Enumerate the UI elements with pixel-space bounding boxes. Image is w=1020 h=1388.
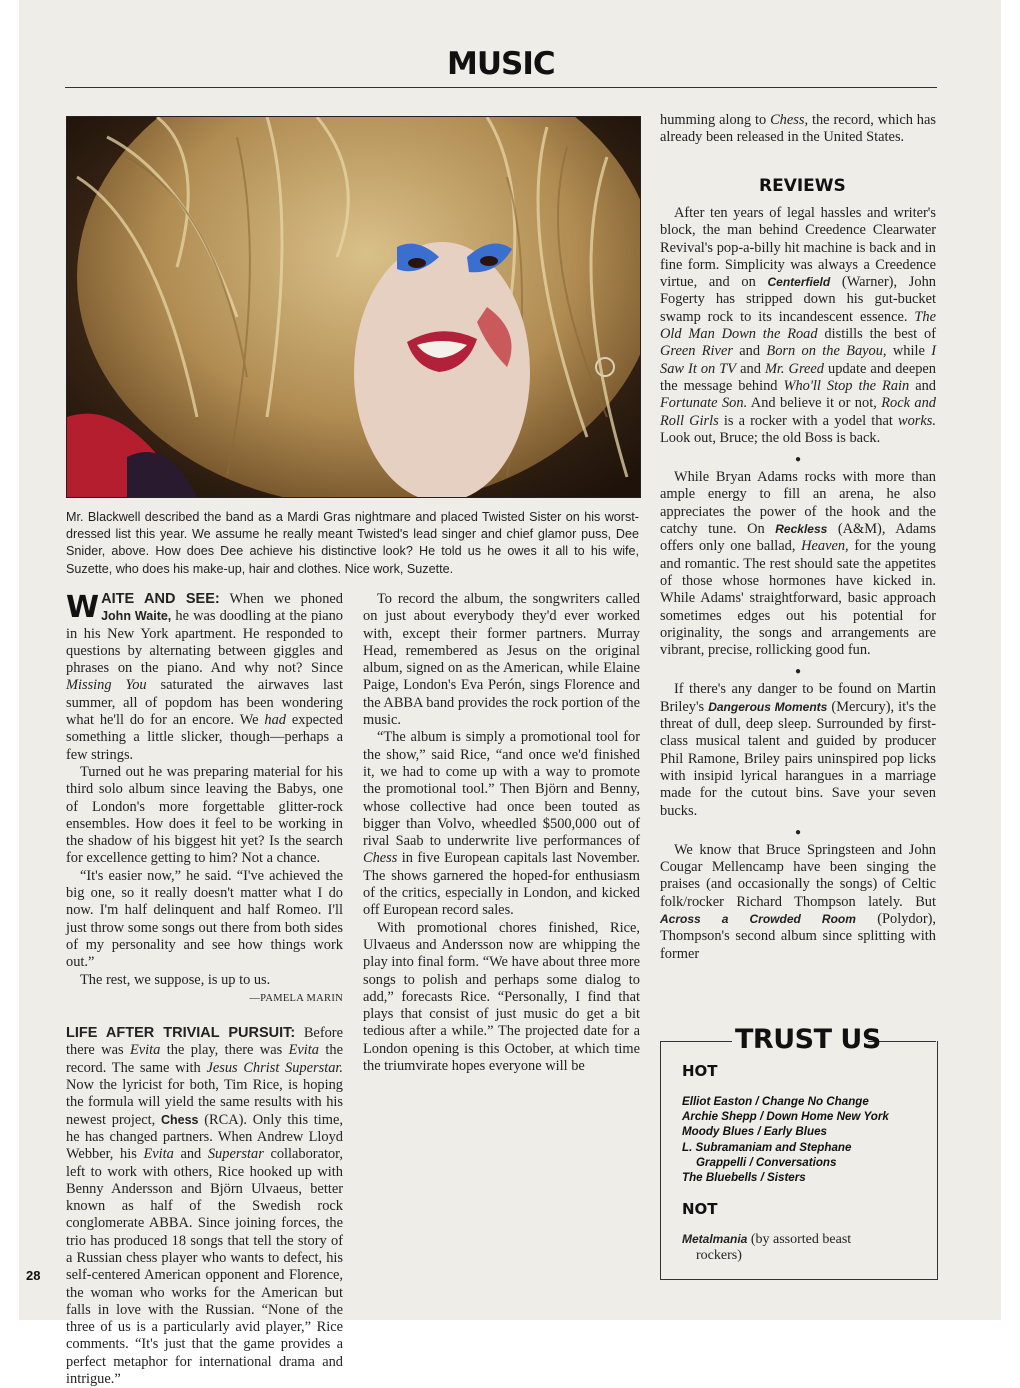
album-title: Chess bbox=[770, 112, 805, 128]
trivial-heading: LIFE AFTER TRIVIAL PURSUIT: bbox=[66, 1025, 296, 1042]
reviews-column bbox=[660, 205, 936, 963]
waite-paragraph-4: The rest, we suppose, is up to us. bbox=[80, 971, 271, 988]
text-run: Now the lyricist for both, Tim Rice, is hoping the formula will yield the same results with his newest project, bbox=[66, 1077, 343, 1128]
emphasis: works. bbox=[898, 412, 936, 429]
review-briley bbox=[660, 681, 936, 819]
header-rule bbox=[65, 87, 937, 88]
song-title: I Saw It on TV bbox=[660, 343, 936, 377]
show-title: Evita bbox=[129, 1042, 161, 1059]
text-run: When we phoned bbox=[219, 591, 343, 607]
text-run: After ten years of legal hassles and writer's block, the man behind Creedence Clearwater Revival's pop-a-billy hit machine is back and in fine form. Simplicity was always a Creedence virtue, and on bbox=[660, 205, 936, 291]
review-adams bbox=[660, 469, 936, 659]
review-thompson bbox=[660, 842, 936, 963]
text-run: If there's any danger to be found on Martin Briley's bbox=[660, 681, 936, 715]
hot-label: HOT bbox=[682, 1062, 718, 1080]
dee-snider-photo bbox=[66, 116, 641, 498]
emphasis: had bbox=[264, 712, 286, 729]
text-run: We know that Bruce Springsteen and John Cougar Mellencamp have been singing the praises (and occasionally the songs) of Celtic folk/rocker Richard Thompson lately. But bbox=[660, 841, 936, 910]
text-run: humming along to bbox=[660, 112, 771, 128]
page-number: 28 bbox=[26, 1268, 41, 1283]
trust-us-title: TRUST US bbox=[735, 1024, 881, 1055]
text-run: “The album is simply a promotional tool for the show,” said Rice, “and once we'd finished it, we had to come up with a way to promote the promotional tool.” Then Björn and Benny, whose collective had once been touted as bigger than Volvo, wheedled $500,000 out of rival Saab to underwrite live performances of bbox=[363, 729, 640, 850]
text-run: expected something a little slicker, though—perhaps a few strings. bbox=[66, 712, 343, 763]
show-title: Evita bbox=[288, 1042, 319, 1059]
text-run: (Warner), John Fogerty has stripped down his gut-bucket swamp rock to its incandescent essence. bbox=[660, 274, 936, 325]
album-title: Dangerous Moments bbox=[708, 699, 828, 714]
show-title: Jesus Christ Superstar. bbox=[206, 1059, 343, 1076]
text-run: the play, there was bbox=[160, 1042, 289, 1059]
artist-name: John Waite, bbox=[101, 609, 172, 624]
review-fogerty bbox=[660, 205, 936, 447]
song-title: Green River bbox=[660, 343, 733, 360]
hot-item: Archie Shepp / Down Home New York bbox=[682, 1110, 889, 1124]
show-title: Evita bbox=[143, 1146, 174, 1163]
album-title: Across a Crowded Room bbox=[660, 911, 856, 926]
separator-dot: ● bbox=[794, 666, 802, 678]
show-title: Chess bbox=[363, 850, 398, 867]
reviews-heading: REVIEWS bbox=[759, 176, 846, 196]
column-1 bbox=[66, 591, 343, 1388]
text-run: , the record, which has already been released in the United States. bbox=[660, 112, 936, 146]
hot-list bbox=[682, 1094, 922, 1185]
separator-dot: ● bbox=[794, 454, 802, 466]
text-run: (by assorted beast bbox=[747, 1232, 852, 1247]
text-run: and bbox=[732, 343, 767, 360]
column-2 bbox=[363, 591, 640, 1075]
trivial-paragraph-3 bbox=[363, 729, 640, 919]
song-title: Missing You bbox=[66, 677, 147, 694]
trivial-paragraph-5 bbox=[660, 112, 936, 147]
waite-paragraph-1 bbox=[66, 591, 343, 764]
album-title: Chess bbox=[160, 1112, 199, 1127]
text-run: (RCA). Only this time, he has changed partners. When Andrew Lloyd Webber, his bbox=[66, 1111, 343, 1163]
section-title: MUSIC bbox=[447, 46, 555, 82]
text-run: update and deepen the message behind bbox=[660, 360, 936, 394]
not-list bbox=[682, 1231, 922, 1264]
text-run: and bbox=[909, 377, 936, 394]
text-run: While Bryan Adams rocks with more than ample energy to fill an arena, he also appreciates the power of the hook and the catchy tune. On bbox=[660, 469, 936, 538]
waite-heading: AITE AND SEE: bbox=[101, 591, 220, 607]
text-run: (Polydor), Thompson's second album since splitting with former bbox=[660, 910, 936, 962]
text-run: saturated the airwaves last summer, all of popdom has been wondering what he'll do for an encore. We bbox=[66, 677, 343, 729]
text-run: and bbox=[173, 1146, 208, 1163]
text-run: collaborator, left to work with others, Rice hooked up with Benny Andersson and Björn Ulvaeus, better known as half of the Swedish rock conglomerate ABBA. Since joining forces, the trio has produced 18 songs that tell the story of a Russian chess player who wants to defect, his self-centered American opponent and Florence, the woman who works for the American but falls in love with the Russian. “None of the three of us is a particularly avid player,” Rice comments. “It's just that the game provides a perfect metaphor for international drama and intrigue.” bbox=[66, 1146, 343, 1388]
song-title: Fortunate Son. bbox=[660, 395, 748, 412]
not-item bbox=[682, 1231, 922, 1248]
separator-dot: ● bbox=[794, 826, 802, 838]
text-run: he was doodling at the piano in his New York apartment. He responded to questions by alternating between giggles and phrases on the piano. And why not? Since bbox=[66, 608, 343, 677]
drop-cap: W bbox=[66, 590, 100, 625]
not-label: NOT bbox=[682, 1200, 718, 1218]
text-run: in five European capitals last November. The shows garnered the hoped-for enthusiasm of the critics, especially in London, and kicked off European record sales. bbox=[363, 850, 640, 919]
text-run: is a rocker with a yodel that bbox=[718, 412, 899, 429]
author-credit: —PAMELA MARIN bbox=[249, 992, 343, 1004]
album-title: Reckless bbox=[775, 522, 828, 537]
text-run: (A&M), Adams offers only one ballad, bbox=[660, 521, 936, 555]
text-run: And believe it or not, bbox=[747, 395, 882, 412]
text-run: for the young and romantic. The rest should sate the appetites of those whose hormones have kicked in. While Adams' straightforward, basic approach sometimes edges out his potential for originality, the songs and arrangements are vibrant, precise, rollicking good fun. bbox=[660, 538, 937, 659]
song-title: Mr. Greed bbox=[764, 360, 824, 377]
column-3 bbox=[660, 112, 936, 147]
text-run: (Mercury), it's the threat of dull, deep sleep. Surrounded by first-class musical talent and guided by producer Phil Ramone, Briley pairs uninspired pop licks with insipid lyrical harangues in a marriage made for the cutout bins. Save your seven bucks. bbox=[660, 698, 936, 819]
trust-rule-left bbox=[660, 1041, 732, 1042]
hot-item: The Bluebells / Sisters bbox=[682, 1171, 806, 1185]
text-run: distills the best of bbox=[817, 326, 936, 343]
song-title: Rock and Roll Girls bbox=[660, 395, 937, 429]
song-title: The Old Man Down the Road bbox=[660, 308, 936, 343]
waite-paragraph-2: Turned out he was preparing material for his third solo album since leaving the Babys, one of London's more forgettable glitter-rock ensembles. How does it feel to be working in the shadow of his biggest hit yet? Is the search for excellence getting to him? Not a chance. bbox=[66, 763, 343, 867]
hot-item: Elliot Easton / Change No Change bbox=[682, 1095, 869, 1108]
hot-item: Moody Blues / Early Blues bbox=[682, 1125, 827, 1139]
text-run: while bbox=[886, 343, 932, 360]
trivial-paragraph-4: With promotional chores finished, Rice, Ulvaeus and Andersson now are whipping the play into final form. “We have about three more songs to polish and perhaps some dialog to add,” forecasts Rice. “Personally, I find that plays that consist of just music do get a bit tedious after a while.” The projected date for a London opening is this October, at which time the triumvirate hopes everyone will be bbox=[363, 919, 640, 1075]
album-title: Metalmania bbox=[682, 1232, 748, 1246]
trivial-paragraph-1 bbox=[66, 1025, 343, 1388]
hot-item: Grappelli / Conversations bbox=[696, 1155, 837, 1169]
text-run: and bbox=[736, 360, 765, 377]
photo-caption: Mr. Blackwell described the band as a Mardi Gras nightmare and placed Twisted Sister on his worst-dressed list this year. We assume he really meant Twisted's lead singer and chief glamor puss, Dee Snider, above. How does Dee achieve his distinctive look? He told us he owes it all to his wife, Suzette, who does his make-up, hair and clothes. Nice work, Suzette. bbox=[66, 510, 639, 576]
waite-paragraph-3: “It's easier now,” he said. “I've achieved the big one, so it really doesn't matter what I do now. I'm half delinquent and half Romeo. I'll just throw some songs out there from both sides of my personality and see how things work out.” bbox=[66, 867, 343, 971]
show-title: Superstar bbox=[207, 1146, 264, 1163]
text-run: Before there was bbox=[66, 1025, 343, 1059]
song-title: Born on the Bayou, bbox=[766, 343, 887, 360]
text-run: the record. The same with bbox=[66, 1042, 343, 1076]
song-title: Who'll Stop the Rain bbox=[783, 377, 910, 394]
album-title: Centerfield bbox=[767, 275, 831, 290]
song-title: Heaven, bbox=[801, 538, 849, 555]
hot-item: L. Subramaniam and Stephane bbox=[682, 1140, 852, 1154]
text-run: Look out, Bruce; the old Boss is back. bbox=[660, 429, 881, 446]
not-item-continued: rockers) bbox=[696, 1248, 742, 1263]
trivial-paragraph-2: To record the album, the songwriters called on just about everybody they'd ever worked with, except their former partners. Murray Head, remembered as Jesus on the original album, signed on as the American, while Elaine Paige, London's Eva Perón, sings Florence and the ABBA band provides the rock portion of the music. bbox=[363, 591, 640, 729]
